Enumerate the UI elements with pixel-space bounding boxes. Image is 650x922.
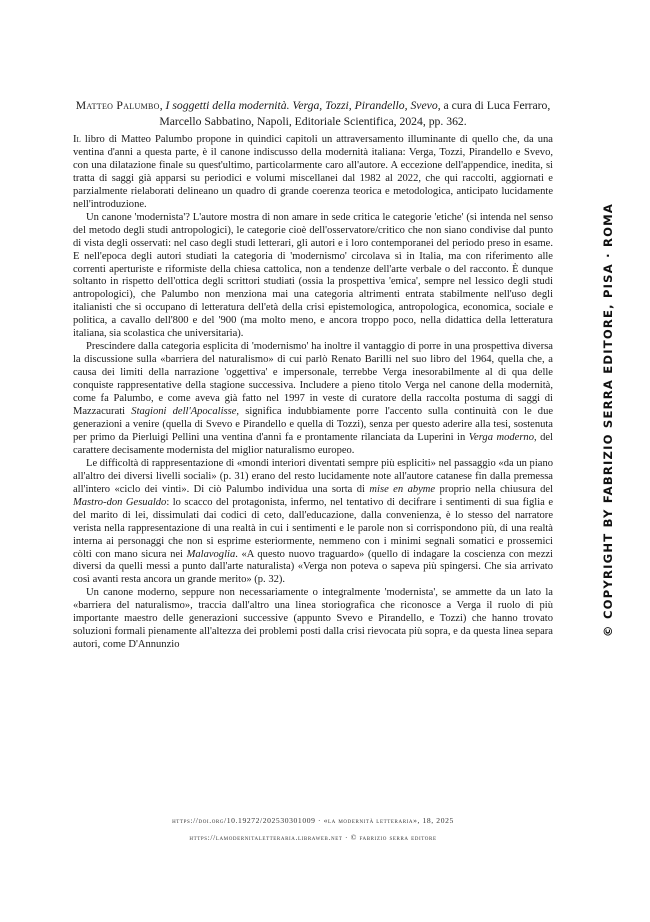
paragraph-1-initial: Il: [73, 134, 81, 145]
paragraph-3-text-c: , del carattere decisamente modernista del miglior naturalismo europeo.: [73, 431, 553, 456]
paragraph-4-text-c: : lo scacco del protagonista, infermo, nel tentativo di decifrare i sentimenti di sua figlia e del marito di lei, dissimulati dai codici di ceto, dall'educazione, dalla convenienza, è lo stesso del narratore verista nella rappresentazione di una realtà in cui i sentimenti e le parole non si corrispondono più, di una realtà interna ai personaggi che non si esprime esteriormente, nemmeno con i minimi segnali somatici e prossemici còlti con mano sicura nei: [73, 496, 553, 560]
review-heading: Matteo Palumbo, I soggetti della modernità. Verga, Tozzi, Pirandello, Svevo, a cura di Luca Ferraro, Marcello Sabbatino, Napoli, Editoriale Scientifica, 2024, pp. 362.: [75, 99, 551, 128]
paragraph-4: [73, 458, 553, 588]
paragraph-5: Un canone moderno, seppure non necessariamente o integralmente 'modernista', se ammette da un lato la «barriera del naturalismo», traccia dall'altro una linea storiografica che riconosce a Verga il ruolo di più importante maestro delle generazioni successive (appunto Svevo e Pirandello, e Tozzi) che hanno trovato soluzioni formali pienamente all'altezza dei problemi posti dalla crisi rievocata più sopra, e da questa linea separa autori, come D'Annunzio: [73, 587, 553, 651]
review-book-title: I soggetti della modernità. Verga, Tozzi, Pirandello, Svevo: [165, 99, 438, 112]
paragraph-2: Un canone 'modernista'? L'autore mostra di non amare in sede critica le categorie 'etiche' (si intenda nel senso del metodo degli studi antropologici), le categorie cioè dell'osservatore/critico che non siano condivise dal punto di vista degli osservati: nel caso degli studi letterari, gli autori e i loro contemporanei del periodo preso in esame. E nell'epoca degli autori studiati la categoria di 'modernismo' circolava sì in Italia, ma con riferimento alle correnti aperturiste e riformiste della chiesa cattolica, non a tendenze dell'arte verbale o del racconto. È dunque soltanto in rispetto dell'ottica degli scrittori studiati (ossia la prospettiva 'emica', sempre nel lessico degli studi antropologici), che Palumbo non menziona mai una categoria altrimenti entrata stabilmente nell'uso degli italianisti che si occupano di letteratura dell'età della crisi epistemologica, antropologica, economica, sociale e politica, a cavallo dell'800 e del '900 (ma molto meno, e ancora troppo poco, nella didattica della letteratura italiana, sia scolastica che universitaria).: [73, 211, 553, 340]
review-author: Matteo Palumbo: [75, 99, 160, 112]
review-body: [73, 134, 553, 652]
review-book-details: , a cura di Luca Ferraro, Marcello Sabbatino, Napoli, Editoriale Scientifica, 2024, pp. 362.: [159, 99, 551, 128]
footer-doi-line: https://doi.org/10.19272/202530301009 · «la modernità letteraria», 18, 2025: [172, 816, 454, 825]
paragraph-1-text: libro di Matteo Palumbo propone in quindici capitoli un attraversamento illuminante di quello che, da una ventina d'anni a questa parte, è il canone indiscusso della modernità italiana: Verga, Tozzi, Pirandello e Svevo, con una dilatazione finale su quest'ultimo, particolarmente caro all'autore. A eccezione dell'appendice, inedita, si tratta di saggi già apparsi su periodici e volumi miscellanei dal 1982 al 2022, che qui raccolti, aggiornati e parzialmente rielaborati delineano un quadro di grande coerenza teorica e metodologica, anticipato lucidamente nell'introduzione.: [73, 134, 553, 210]
book-title-stagioni: Stagioni dell'Apocalisse: [131, 406, 237, 418]
paragraph-3-text-b: , significa indubbiamente porre l'accento sulla continuità con le due generazioni a venire (quella di Svevo e Pirandello e quella di Tozzi), senza per questo aderire alla tesi, sostenuta per primo da Pierluigi Pellini una ventina d'anni fa e prontamente rilanciata da Luperini in: [73, 406, 554, 443]
paragraph-1: [73, 134, 553, 212]
paragraph-4-text-a: Le difficoltà di rappresentazione di «mondi interiori diventati sempre più espliciti» nel passaggio «da un piano all'altro dei diversi livelli sociali» (p. 31) erano del resto lucidamente note all'autore catanese fin dalla premessa all'intero «ciclo dei vinti». Di ciò Palumbo individua una sorta di: [73, 457, 553, 495]
paragraph-4-text-d: . «A questo nuovo traguardo» (quello di indagare la coscienza con mezzi diversi da quelli messi a punto dall'arte naturalista) «Verga non poteva o sapeva più spingersi. Che sia arrivato così avanti resta ancora un grande merito» (p. 32).: [73, 548, 553, 586]
copyright-notice: © COPYRIGHT BY FABRIZIO SERRA EDITORE, PISA · ROMA: [601, 202, 615, 638]
book-title-malavoglia: Malavoglia: [186, 548, 236, 560]
book-title-verga-moderno: Verga moderno: [468, 431, 534, 443]
footer-website-line: https://lamodernitaletteraria.libraweb.net · © fabrizio serra editore: [189, 833, 437, 842]
paragraph-4-text-b: proprio nella chiusura del: [435, 483, 553, 495]
book-title-mastro-don-gesualdo: Mastro-don Gesualdo: [73, 496, 167, 508]
paragraph-3-text-a: Prescindere dalla categoria esplicita di 'modernismo' ha inoltre il vantaggio di porre in una prospettiva diversa la discussione sulla «barriera del naturalismo» di cui parlò Renato Barilli nel suo libro del 1964, quella che, a causa dei limiti della narrazione 'oggettiva' e impersonale, terrebbe Verga inesorabilmente al di qua delle conquiste rappresentative della stagione successiva. Includere a pieno titolo Verga nel canone della modernità, come fa Palumbo, e come aveva già fatto nel 1997 in veste di curatore della raccolta postuma di saggi di Mazzacurati: [73, 341, 553, 418]
copyright-sidebar: [598, 185, 618, 655]
term-mise-en-abyme: mise en abyme: [369, 483, 436, 495]
paragraph-3: [73, 341, 553, 458]
